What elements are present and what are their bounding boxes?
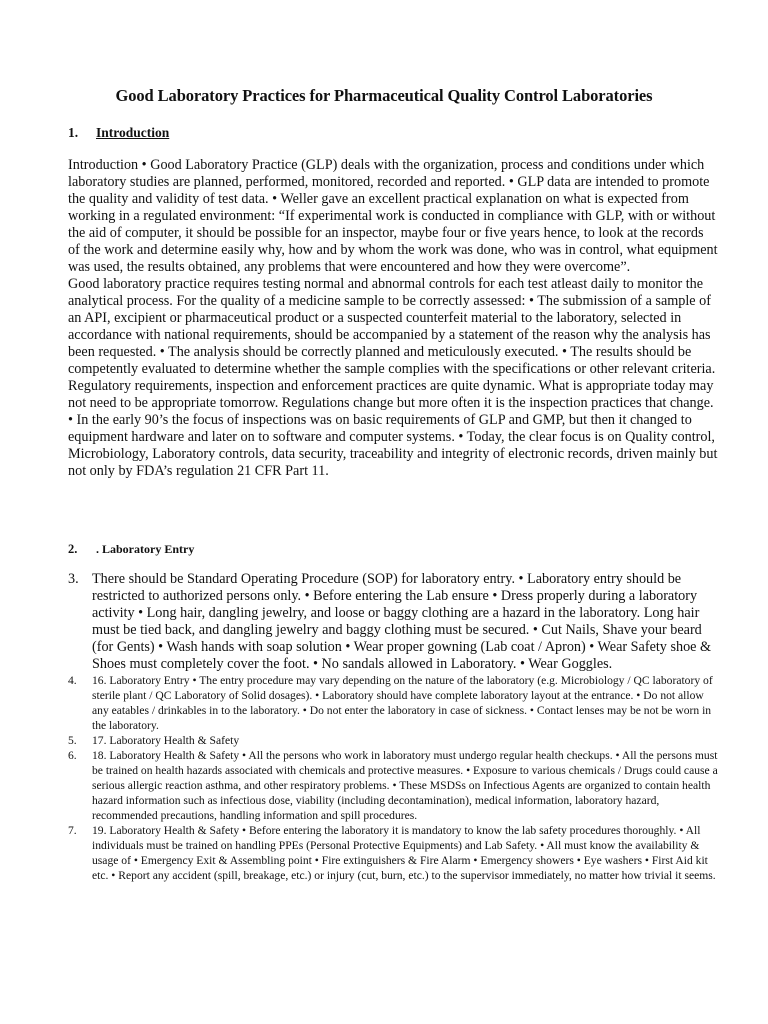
paragraph: Introduction • Good Laboratory Practice (GLP) deals with the organization, process and conditions under which laboratory studies are planned, performed, monitored, recorded and reported. • GLP data are intended to promote the quality and validity of test data. • Weller gave an excellent practical explanation on what is expected from working in a regulated environment: “If experimental work is conducted in compliance with GLP, with or without the aid of computer, it should be possible for an inspector, maybe four or five years hence, to look at the records of the work and determine easily why, how and by whom the work was done, who was in control, what equipment was used, the results obtained, any problems that were encountered and how they were overcome”. bbox=[68, 157, 718, 275]
list-item bbox=[68, 571, 718, 673]
list-item bbox=[68, 748, 718, 823]
list-item-text: 16. Laboratory Entry • The entry procedure may vary depending on the nature of the laboratory (e.g. Microbiology / QC laboratory of sterile plant / QC Laboratory of Solid dosages). • Laboratory should have complete laboratory layout at the entrance. • Do not allow any eatables / drinkables in to the laboratory. • Do not enter the laboratory in case of sickness. • Contact lenses may be not be worn in the laboratory. bbox=[92, 674, 713, 732]
section-number: 2. bbox=[68, 542, 78, 556]
list-item-text: 18. Laboratory Health & Safety • All the persons who work in laboratory must undergo regular health checkups. • All the persons must be trained on health hazards associated with chemicals and protective measures. • Exposure to various chemicals / Drugs could cause a serious allergic reaction asthma, and other respiratory problems. • These MSDSs on Infectious Agents are organized to contain health hazard information such as infectious dose, viability (including decontamination), medical information, laboratory hazard, recommended precautions, handling information and spill procedures. bbox=[92, 749, 718, 822]
section-heading-introduction bbox=[68, 125, 169, 141]
numbered-list bbox=[68, 571, 718, 883]
list-item bbox=[68, 673, 718, 733]
document-title: Good Laboratory Practices for Pharmaceutical Quality Control Laboratories bbox=[115, 86, 653, 105]
list-item-text: 17. Laboratory Health & Safety bbox=[92, 734, 240, 747]
list-item bbox=[68, 733, 718, 748]
introduction-body bbox=[68, 157, 718, 480]
list-item bbox=[68, 823, 718, 883]
list-item-number: 6. bbox=[68, 749, 77, 762]
paragraph: Good laboratory practice requires testing normal and abnormal controls for each test atleast daily to monitor the analytical process. For the quality of a medicine sample to be correctly assessed: • The submission of a sample of an API, excipient or pharmaceutical product or a suspected counterfeit material to the laboratory, selected in accordance with national requirements, should be accompanied by a statement of the reason why the analysis has been requested. • The analysis should be correctly planned and meticulously executed. • The results should be competently evaluated to determine whether the sample complies with the specifications or other relevant criteria. bbox=[68, 276, 716, 377]
section-heading-laboratory-entry bbox=[68, 541, 194, 557]
section-title: . Laboratory Entry bbox=[96, 542, 195, 556]
section-title: Introduction bbox=[96, 125, 170, 140]
list-item-number: 4. bbox=[68, 674, 77, 687]
paragraph: Regulatory requirements, inspection and enforcement practices are quite dynamic. What is appropriate today may not need to be appropriate tomorrow. Regulations change but more often it is the inspection practices that change. • In the early 90’s the focus of inspections was on basic requirements of GLP and GMP, but then it changed to equipment hardware and later on to software and computer systems. • Today, the clear focus is on Quality control, Microbiology, Laboratory controls, data security, traceability and integrity of electronic records, driven mainly but not only by FDA’s regulation 21 CFR Part 11. bbox=[68, 378, 718, 479]
section-number: 1. bbox=[68, 125, 79, 140]
list-item-number: 5. bbox=[68, 734, 77, 747]
list-item-text: There should be Standard Operating Procedure (SOP) for laboratory entry. • Laboratory entry should be restricted to authorized persons only. • Before entering the Lab ensure • Dress properly during a laboratory activity • Long hair, dangling jewelry, and loose or baggy clothing are a hazard in the laboratory. Long hair must be tied back, and dangling jewelry and baggy clothing must be secured. • Cut Nails, Shave your beard (for Gents) • Wash hands with soap solution • Wear proper gowning (Lab coat / Apron) • Wear Safety shoe & Shoes must completely cover the foot. • No sandals allowed in Laboratory. • Wear Goggles. bbox=[92, 571, 712, 672]
list-item-text: 19. Laboratory Health & Safety • Before entering the laboratory it is mandatory to know the lab safety procedures thoroughly. • All individuals must be trained on handling PPEs (Personal Protective Equipments) and Lab Safety. • All must know the availability & usage of • Emergency Exit & Assembling point • Fire extinguishers & Fire Alarm • Emergency showers • Eye washers • First Aid kit etc. • Report any accident (spill, breakage, etc.) or injury (cut, burn, etc.) to the supervisor immediately, no matter how trivial it seems. bbox=[92, 824, 716, 882]
list-item-number: 7. bbox=[68, 824, 77, 837]
list-item-number: 3. bbox=[68, 571, 79, 587]
